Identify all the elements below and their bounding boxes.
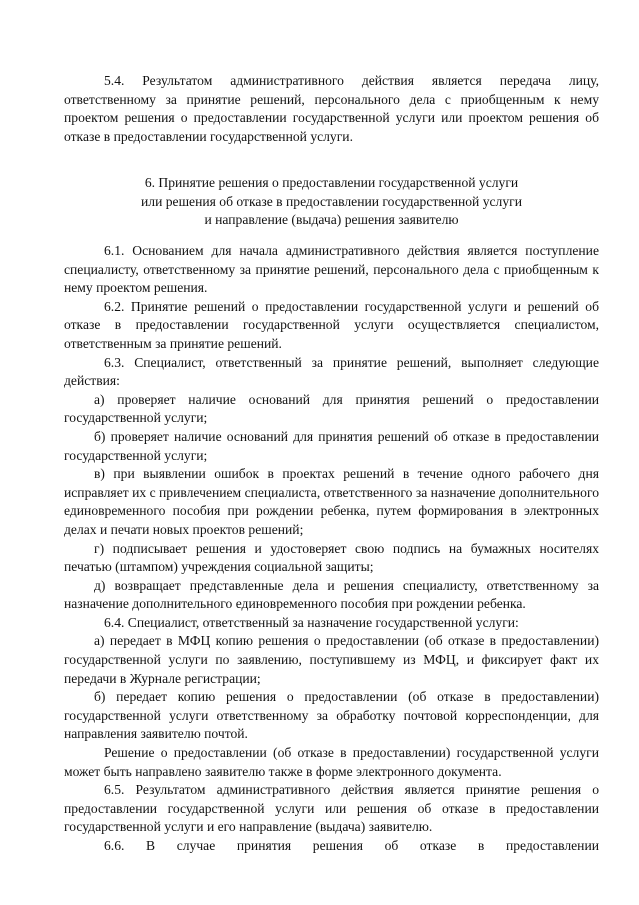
paragraph-6-1: 6.1. Основанием для начала административного действия является поступление специалисту, ответственному за принятие решений, персонального дела с приобщенным к нему проектом решения. (64, 243, 599, 296)
list-item-6-3-v: в) при выявлении ошибок в проектах решений в течение одного рабочего дня исправляет их с привлечением специалиста, ответственного за назначение дополнительного единовременного пособия при рождении ребенка, путем формирования в электронных делах и печати новых проектов решений; (64, 466, 599, 537)
paragraph-5-4: 5.4. Результатом административного действия является передача лицу, ответственному за принятие решений, персонального дела с приобщенным к нему проектом решения о предоставлении государственной услуги или проектом решения об отказе в предоставлении государственной услуги. (64, 73, 599, 144)
list-item-6-4-b: б) передает копию решения о предоставлении (об отказе в предоставлении) государственной услуги ответственному за обработку почтовой корреспонденции, для направления заявителю почтой. (64, 689, 599, 742)
section-6-heading-line-2: или решения об отказе в предоставлении государственной услуги (141, 193, 522, 209)
list-item-6-3-g: г) подписывает решения и удостоверяет свою подпись на бумажных носителях печатью (штампом) учреждения социальной защиты; (64, 540, 599, 575)
paragraph-6-4: 6.4. Специалист, ответственный за назначение государственной услуги: (104, 614, 519, 630)
paragraph-6-3: 6.3. Специалист, ответственный за принятие решений, выполняет следующие действия: (64, 354, 599, 389)
section-6-heading-line-3: и направление (выдача) решения заявителю (204, 212, 459, 228)
paragraph-6-6: 6.6. В случае принятия решения об отказе в предоставлении (104, 838, 599, 853)
paragraph-5-4-block (64, 72, 599, 146)
list-item-6-3-a: а) проверяет наличие оснований для принятия решений о предоставлении государственной услуги; (64, 391, 599, 426)
paragraph-decision-electronic: Решение о предоставлении (об отказе в предоставлении) государственной услуги может быть направлено заявителю также в форме электронного документа. (64, 745, 599, 779)
list-item-6-3-b: б) проверяет наличие оснований для принятия решений об отказе в предоставлении государственной услуги; (64, 428, 599, 463)
section-6-heading-line-1: 6. Принятие решения о предоставлении государственной услуги (144, 175, 519, 190)
paragraph-6-2: 6.2. Принятие решений о предоставлении государственной услуги и решений об отказе в предоставлении государственной услуги осуществляется специалистом, ответственным за принятие решений. (64, 298, 599, 351)
paragraph-6-5: 6.5. Результатом административного действия является принятие решения о предоставлении государственной услуги или решения об отказе в предоставлении государственной услуги и его направление (выдача) заявителю. (64, 782, 599, 835)
section-6-body (64, 242, 599, 856)
list-item-6-3-d: д) возвращает представленные дела и решения специалисту, ответственному за назначение дополнительного единовременного пособия при рождении ребенка. (64, 577, 599, 612)
list-item-6-4-a: а) передает в МФЦ копию решения о предоставлении (об отказе в предоставлении) государственной услуги по заявлению, поступившему из МФЦ, и фиксирует факт их передачи в Журнале регистрации; (64, 633, 599, 686)
section-6-heading (64, 174, 599, 230)
